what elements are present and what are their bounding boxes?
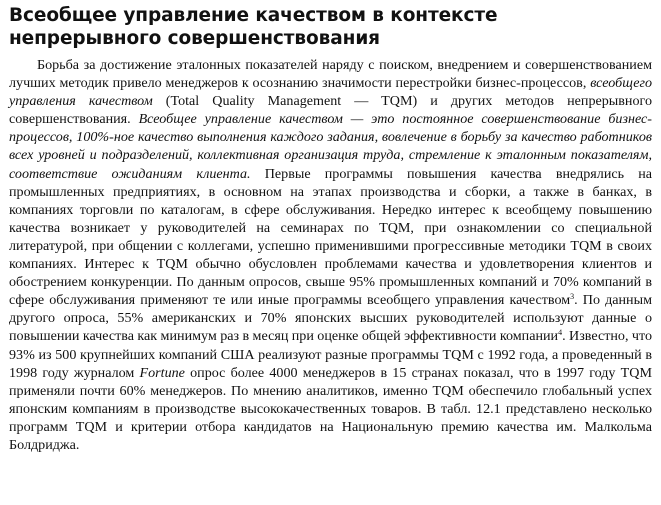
term-tqm-italic: всеобщего управления качеством (9, 75, 652, 110)
body-text-part-5: . Известно, что 93% из 500 крупнейших компаний США реализуют разные программы TQM с 1992 года, а проведенный в 1998 году журналом (9, 328, 653, 381)
body-text-part-2: (Total Quality Management — TQM) и других методов непрерывного совершенствования. (9, 93, 653, 128)
tqm-definition-italic: Всеобщее управление качеством — это постоянное совершенствование бизнес-процессов, 100%-ное качество выполнения каждого задания, вовлечение в борьбу за качество работников всех уровней и подразделений, коллективная организация труда, стремление к эталонным показателям, соответствие ожиданиям клиента. (9, 111, 652, 182)
footnote-marker-3: 3 (570, 292, 575, 302)
section-heading-line-1: Всеобщее управление качеством в контексте (9, 5, 498, 26)
section-heading-line-2: непрерывного совершенствования (9, 28, 380, 49)
body-text-part-3: Первые программы повышения качества внедрялись на промышленных предприятиях, в основном на этапах производства и сборки, а также в банках, в компаниях торговли по каталогам, в сфере обслуживания. Нередко интерес к всеобщему повышению качества возникает у руководителей на семинарах по TQM, при ознакомлении со специальной литературой, при общении с коллегами, успешно применившими прогрессивные методики TQM в своих компаниях. Интерес к TQM обычно обусловлен проблемами качества и удовлетворения клиентов и обострением конкуренции. По данным опросов, свыше 95% промышленных компаний и 70% компаний в сфере обслуживания применяют те или иные программы всеобщего управления качеством (9, 165, 653, 309)
body-text-part-4: . По данным другого опроса, 55% американских и 70% японских высших руководителей используют данные о повышении качества как минимум раз в месяц при оценке общей эффективности компании (9, 292, 652, 345)
body-text-part-6: опрос более 4000 менеджеров в 15 странах показал, что в 1997 году TQM применяли почти 60% менеджеров. По мнению аналитиков, именно TQM обеспечило глобальный успех японским компаниям в производстве высококачественных товаров. В табл. 12.1 представлено несколько программ TQM и критерии отбора кандидатов на Национальную премию качества им. Малкольма Болдриджа. (9, 364, 652, 453)
footnote-marker-4: 4 (558, 328, 563, 338)
body-text-part-1: Борьба за достижение эталонных показателей наряду с поиском, внедрением и совершенствованием лучших методик привело менеджеров к осознанию значимости перестройки бизнес-процессов, (9, 57, 652, 92)
fortune-magazine-italic: Fortune (139, 364, 185, 381)
section-heading (9, 4, 652, 50)
body-paragraph (9, 56, 652, 454)
